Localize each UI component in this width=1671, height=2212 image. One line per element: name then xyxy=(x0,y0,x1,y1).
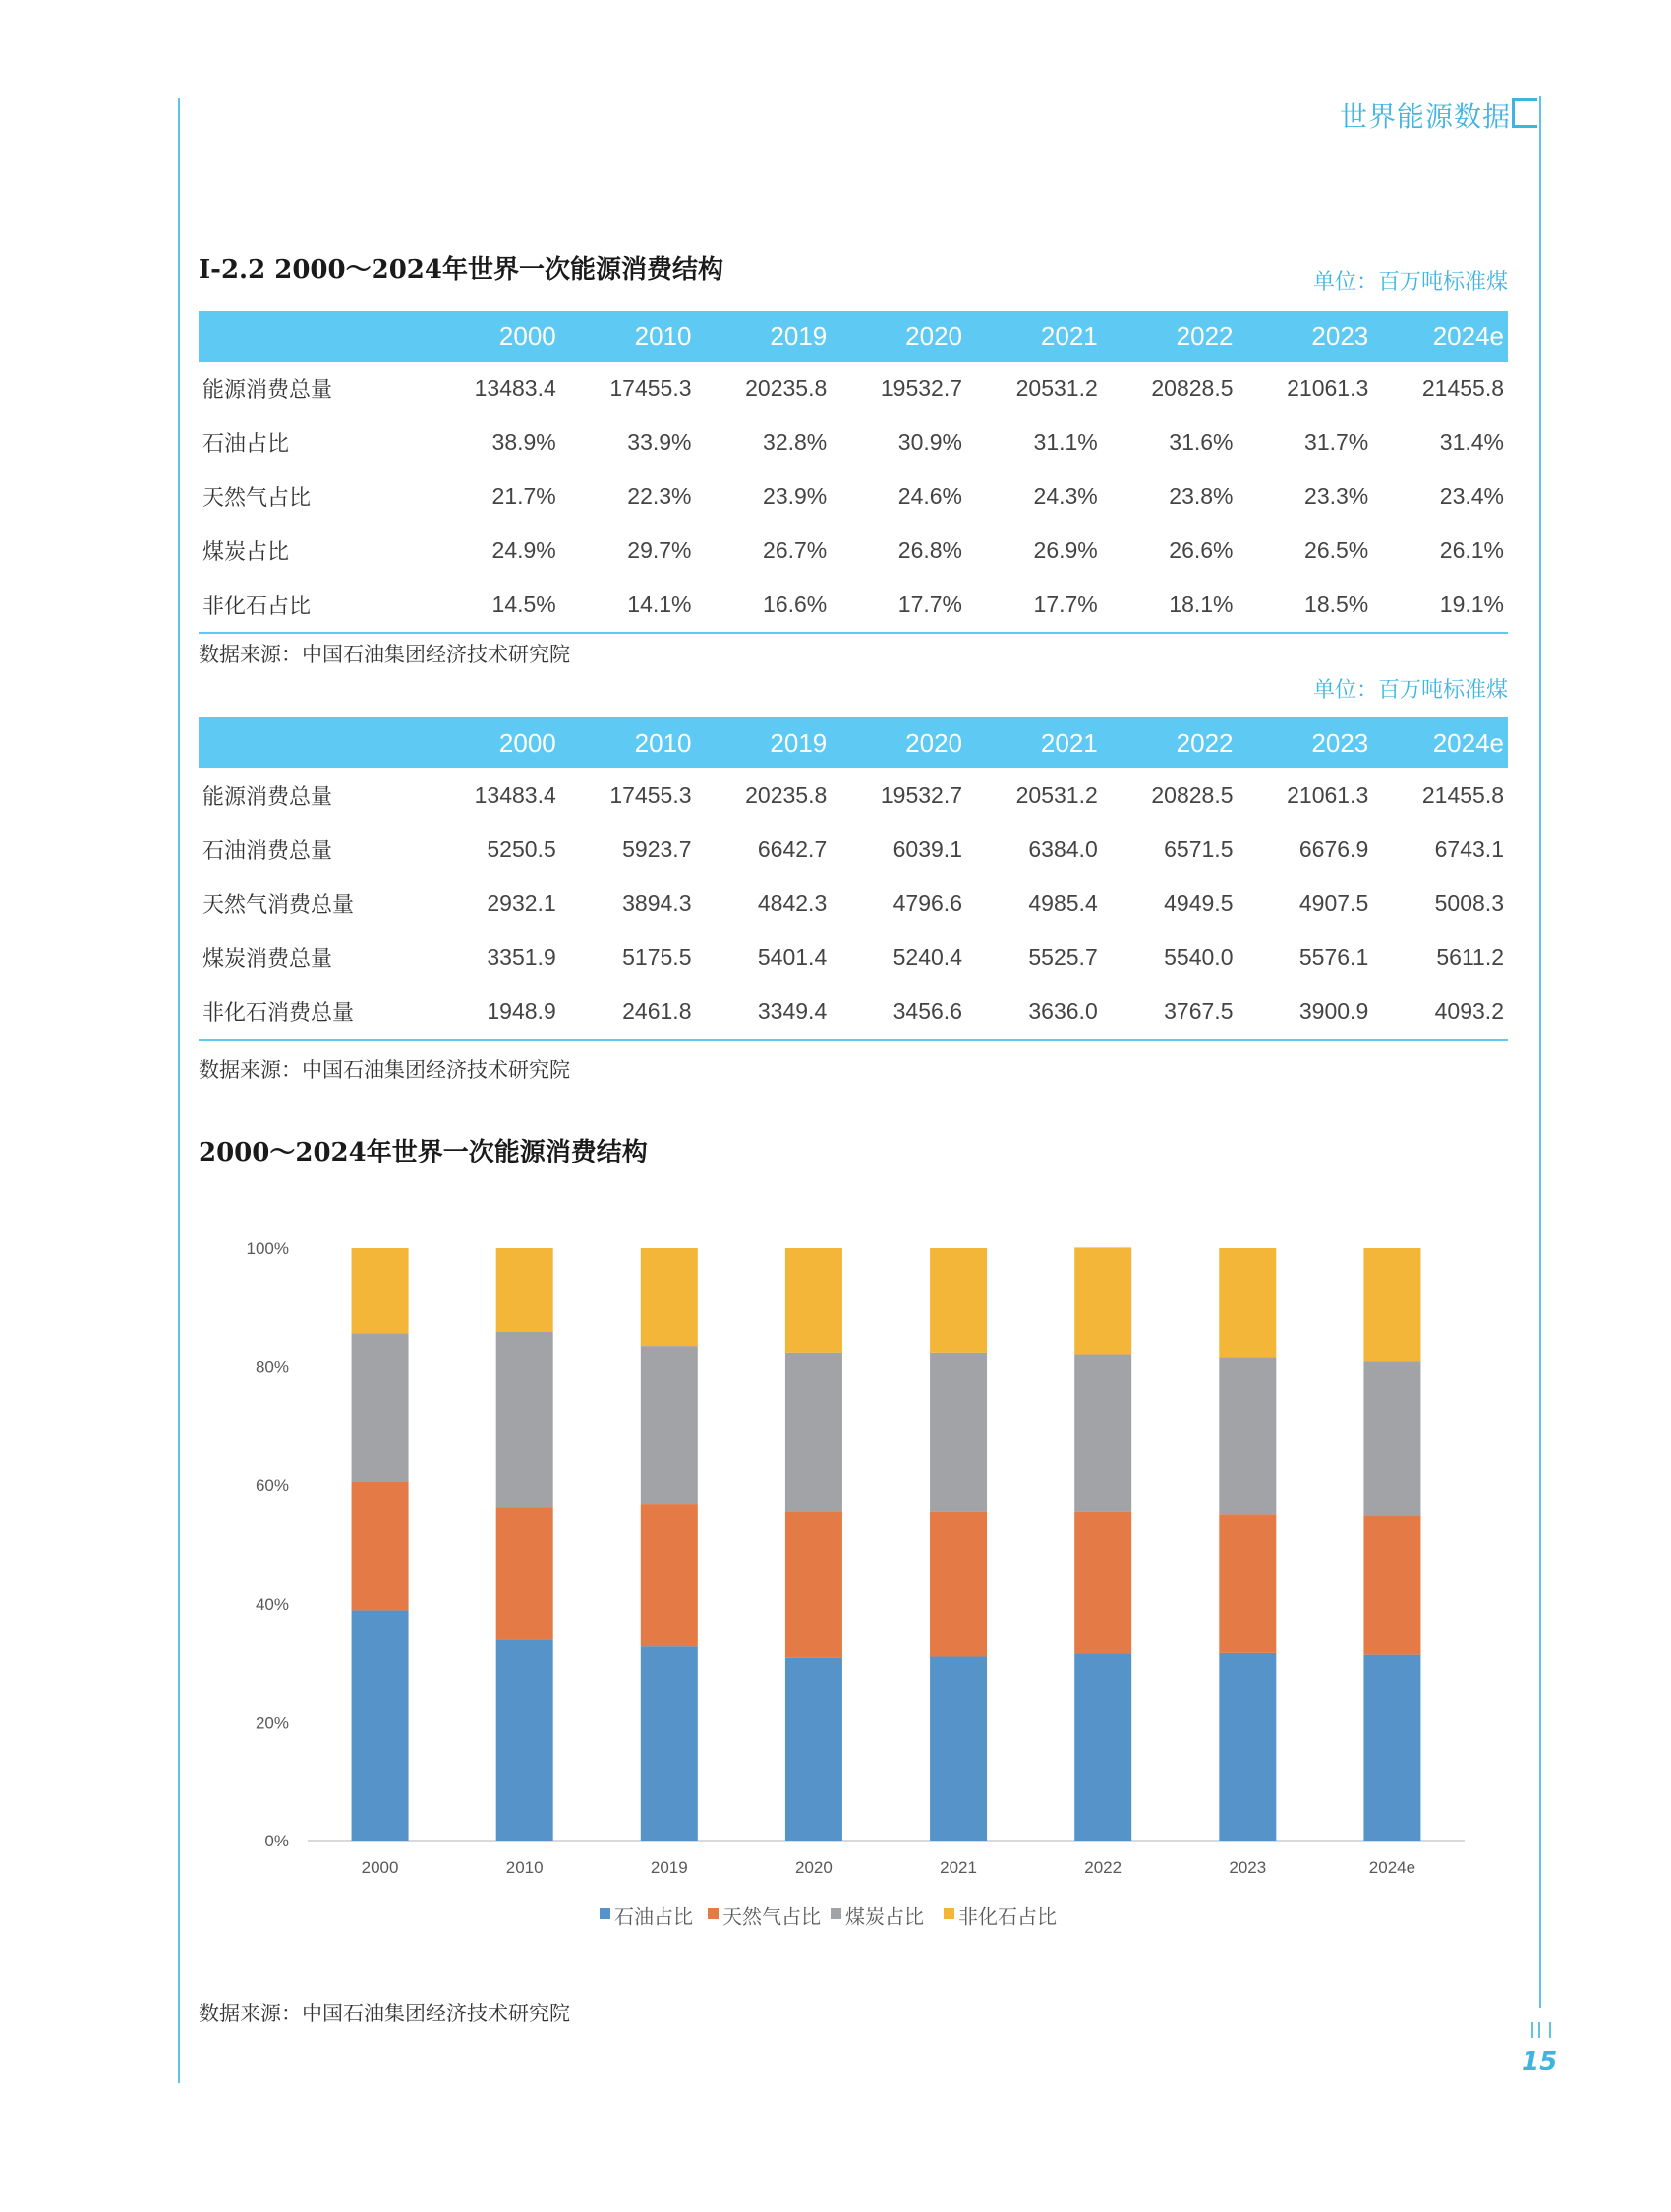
table-cell: 3900.9 xyxy=(1238,985,1373,1040)
table-cell: 20828.5 xyxy=(1151,375,1234,401)
table-cell: 3349.4 xyxy=(696,985,832,1040)
row-label: 石油消费总量 xyxy=(202,839,333,864)
bar-segment xyxy=(1074,1653,1131,1841)
row-label: 非化石占比 xyxy=(199,578,425,633)
table-cell: 6384.0 xyxy=(1028,836,1098,862)
table-cell: 23.3% xyxy=(1304,483,1369,509)
stacked-bar-chart xyxy=(199,1209,1506,1946)
x-tick-label: 2022 xyxy=(1084,1858,1123,1877)
y-tick-label: 100% xyxy=(246,1239,289,1258)
table-cell: 17455.3 xyxy=(609,782,692,808)
header-cell-year: 2021 xyxy=(966,717,1102,768)
table-row xyxy=(199,362,1508,416)
table-cell: 31.4% xyxy=(1439,429,1504,455)
table1 xyxy=(199,311,1508,634)
table-cell: 29.7% xyxy=(627,538,692,563)
table-cell: 21455.8 xyxy=(1421,782,1504,808)
bar-segment xyxy=(1363,1248,1420,1361)
header-cell-empty xyxy=(199,311,425,362)
bar-segment xyxy=(496,1248,553,1332)
header-cell-year: 2019 xyxy=(696,311,832,362)
table-cell: 5008.3 xyxy=(1434,890,1504,916)
table-cell: 23.4% xyxy=(1439,483,1504,509)
header-cell-year: 2010 xyxy=(560,717,696,768)
header-cell-year: 2024e xyxy=(1372,311,1508,362)
table-cell: 26.5% xyxy=(1304,538,1369,563)
x-tick-label: 2010 xyxy=(505,1858,544,1877)
bar-segment xyxy=(496,1640,553,1841)
bar-segment xyxy=(785,1353,842,1512)
table-cell: 2932.1 xyxy=(487,890,556,916)
row-label: 天然气占比 xyxy=(202,486,312,511)
x-tick-label: 2023 xyxy=(1229,1858,1267,1877)
table-cell: 5923.7 xyxy=(622,836,692,862)
table-cell: 23.9% xyxy=(763,483,828,509)
header-bracket-icon xyxy=(1512,98,1537,128)
table-cell: 5401.4 xyxy=(757,944,828,970)
bar-segment xyxy=(352,1610,409,1841)
table-cell: 18.5% xyxy=(1238,578,1373,633)
bar-segment xyxy=(1219,1248,1276,1358)
header-cell-year: 2020 xyxy=(831,311,966,362)
table-cell: 32.8% xyxy=(763,429,828,455)
header-cell-year: 2022 xyxy=(1102,717,1238,768)
table-cell: 26.1% xyxy=(1439,538,1504,563)
legend-swatch xyxy=(944,1908,954,1919)
table-cell: 30.9% xyxy=(897,429,962,455)
table-cell: 3894.3 xyxy=(622,890,692,916)
header-title: 世界能源数据 xyxy=(1339,100,1511,133)
table-cell: 3351.9 xyxy=(487,944,556,970)
legend-label: 天然气占比 xyxy=(722,1904,821,1929)
bar-segment xyxy=(930,1656,987,1841)
table-cell: 5240.4 xyxy=(893,944,962,970)
header-cell-year: 2020 xyxy=(831,717,966,768)
bar-segment xyxy=(1219,1514,1276,1652)
bar-segment xyxy=(1074,1247,1131,1354)
table1-unit: 单位：百万吨标准煤 xyxy=(1312,270,1508,295)
table-cell: 26.6% xyxy=(1169,538,1234,563)
table-cell: 4796.6 xyxy=(893,890,962,916)
table-cell: 21455.8 xyxy=(1421,375,1504,401)
bar-segment xyxy=(930,1248,987,1353)
bar-segment xyxy=(1363,1516,1420,1655)
page-number: 15 xyxy=(1522,2047,1558,2076)
table-cell: 20531.2 xyxy=(1015,375,1098,401)
table-cell: 24.3% xyxy=(1033,483,1098,509)
table-cell: 26.8% xyxy=(897,538,962,563)
table-cell: 4985.4 xyxy=(1028,890,1098,916)
y-tick-label: 60% xyxy=(255,1476,289,1496)
legend-label: 石油占比 xyxy=(614,1904,693,1929)
chart-title: 2000～2024年世界一次能源消费结构 xyxy=(199,1138,648,1167)
bar-segment xyxy=(352,1333,409,1481)
table-cell: 13483.4 xyxy=(474,375,556,401)
table-row xyxy=(199,578,1508,633)
table-header-row xyxy=(199,311,1508,362)
y-tick-label: 20% xyxy=(255,1713,289,1732)
table-cell: 1948.9 xyxy=(425,985,560,1040)
table-row xyxy=(199,985,1508,1040)
table-cell: 14.5% xyxy=(425,578,560,633)
bar-segment xyxy=(1363,1361,1420,1515)
table-cell: 6642.7 xyxy=(757,836,828,862)
table-cell: 2461.8 xyxy=(560,985,696,1040)
table-cell: 4093.2 xyxy=(1372,985,1508,1040)
page-right-border xyxy=(1539,96,1541,2008)
table-row xyxy=(199,524,1508,578)
table-cell: 21.7% xyxy=(491,483,556,509)
table-cell: 16.6% xyxy=(696,578,832,633)
table-cell: 5576.1 xyxy=(1298,944,1369,970)
y-tick-label: 0% xyxy=(264,1832,289,1850)
table-cell: 13483.4 xyxy=(474,782,556,808)
bar-segment xyxy=(641,1346,698,1504)
y-tick-label: 40% xyxy=(255,1594,289,1614)
table-cell: 6039.1 xyxy=(893,836,962,862)
bar-segment xyxy=(1074,1355,1131,1512)
table-cell: 5525.7 xyxy=(1028,944,1098,970)
legend-swatch xyxy=(600,1908,610,1919)
table-row xyxy=(199,822,1508,877)
table-cell: 19532.7 xyxy=(880,375,962,401)
legend-swatch xyxy=(831,1908,841,1919)
bar-segment xyxy=(930,1353,987,1512)
x-tick-label: 2020 xyxy=(795,1858,833,1877)
table1-source: 数据来源：中国石油集团经济技术研究院 xyxy=(199,643,570,666)
header-cell-year: 2021 xyxy=(966,311,1102,362)
table-cell: 26.9% xyxy=(1033,538,1098,563)
table-cell: 6676.9 xyxy=(1298,836,1369,862)
table-cell: 20235.8 xyxy=(745,375,828,401)
page-left-border xyxy=(178,98,180,2083)
bar-segment xyxy=(930,1512,987,1657)
y-tick-label: 80% xyxy=(255,1357,289,1377)
table2 xyxy=(199,717,1508,1041)
table-cell: 19532.7 xyxy=(880,782,962,808)
table2-source: 数据来源：中国石油集团经济技术研究院 xyxy=(199,1058,570,1082)
row-label: 能源消费总量 xyxy=(202,785,333,810)
table-cell: 17455.3 xyxy=(609,375,692,401)
x-tick-label: 2024e xyxy=(1368,1858,1416,1877)
x-tick-label: 2000 xyxy=(361,1858,399,1877)
table-row xyxy=(199,416,1508,470)
table2-unit: 单位：百万吨标准煤 xyxy=(1312,678,1508,703)
header-cell-year: 2023 xyxy=(1238,311,1373,362)
row-label: 非化石消费总量 xyxy=(199,985,425,1040)
header-cell-year: 2022 xyxy=(1102,311,1238,362)
bar-segment xyxy=(785,1658,842,1841)
table-cell: 22.3% xyxy=(627,483,692,509)
table-cell: 6743.1 xyxy=(1434,836,1504,862)
bar-segment xyxy=(1074,1512,1131,1654)
table-row xyxy=(199,877,1508,931)
legend-label: 煤炭占比 xyxy=(845,1904,924,1929)
table-cell: 26.7% xyxy=(763,538,828,563)
header-cell-year: 2024e xyxy=(1372,717,1508,768)
bar-segment xyxy=(1219,1653,1276,1841)
table-cell: 21061.3 xyxy=(1287,375,1369,401)
table-cell: 5540.0 xyxy=(1164,944,1234,970)
bar-segment xyxy=(1219,1358,1276,1515)
row-label: 煤炭消费总量 xyxy=(202,947,333,972)
header-cell-year: 2000 xyxy=(425,311,560,362)
bar-segment xyxy=(785,1248,842,1353)
table-cell: 38.9% xyxy=(491,429,556,455)
table-cell: 31.1% xyxy=(1033,429,1098,455)
table-cell: 21061.3 xyxy=(1287,782,1369,808)
table-cell: 4907.5 xyxy=(1298,890,1369,916)
table-cell: 31.6% xyxy=(1169,429,1234,455)
table-cell: 14.1% xyxy=(560,578,696,633)
page-tick-icon xyxy=(1531,2022,1551,2038)
header-cell-empty xyxy=(199,717,425,768)
bar-segment xyxy=(641,1248,698,1346)
chart-source: 数据来源：中国石油集团经济技术研究院 xyxy=(199,2002,570,2025)
row-label: 石油占比 xyxy=(202,432,290,457)
table-row xyxy=(199,931,1508,985)
bar-segment xyxy=(496,1507,553,1639)
table-cell: 3456.6 xyxy=(831,985,966,1040)
table-cell: 23.8% xyxy=(1169,483,1234,509)
bar-segment xyxy=(1363,1655,1420,1841)
bar-segment xyxy=(641,1504,698,1646)
table-cell: 33.9% xyxy=(627,429,692,455)
table-cell: 20531.2 xyxy=(1015,782,1098,808)
bar-segment xyxy=(785,1511,842,1657)
legend-swatch xyxy=(708,1908,719,1919)
table-cell: 5611.2 xyxy=(1436,944,1504,970)
table-cell: 5175.5 xyxy=(622,944,692,970)
row-label: 煤炭占比 xyxy=(202,540,290,565)
table-cell: 20235.8 xyxy=(745,782,828,808)
table-cell: 3767.5 xyxy=(1102,985,1238,1040)
table-cell: 5250.5 xyxy=(487,836,556,862)
row-label: 能源消费总量 xyxy=(202,378,333,403)
table-cell: 4842.3 xyxy=(757,890,828,916)
legend-label: 非化石占比 xyxy=(958,1904,1057,1929)
table-header-row xyxy=(199,717,1508,768)
row-label: 天然气消费总量 xyxy=(202,893,355,918)
table-cell: 17.7% xyxy=(966,578,1102,633)
bar-segment xyxy=(641,1646,698,1841)
header-cell-year: 2010 xyxy=(560,311,696,362)
table-row xyxy=(199,470,1508,524)
x-tick-label: 2019 xyxy=(650,1858,688,1877)
table-cell: 19.1% xyxy=(1372,578,1508,633)
header-cell-year: 2000 xyxy=(425,717,560,768)
table-cell: 20828.5 xyxy=(1151,782,1234,808)
bar-segment xyxy=(352,1248,409,1333)
bar-segment xyxy=(352,1482,409,1611)
table1-title: I-2.2 2000～2024年世界一次能源消费结构 xyxy=(199,255,723,285)
table-cell: 17.7% xyxy=(831,578,966,633)
table-cell: 3636.0 xyxy=(966,985,1102,1040)
table-cell: 18.1% xyxy=(1102,578,1238,633)
x-tick-label: 2021 xyxy=(940,1858,977,1877)
table-row xyxy=(199,768,1508,822)
table-cell: 24.9% xyxy=(491,538,556,563)
table-cell: 4949.5 xyxy=(1164,890,1234,916)
table-cell: 31.7% xyxy=(1304,429,1369,455)
bar-segment xyxy=(496,1332,553,1507)
table-cell: 24.6% xyxy=(897,483,962,509)
header-cell-year: 2019 xyxy=(696,717,832,768)
table-cell: 6571.5 xyxy=(1164,836,1234,862)
header-cell-year: 2023 xyxy=(1238,717,1373,768)
